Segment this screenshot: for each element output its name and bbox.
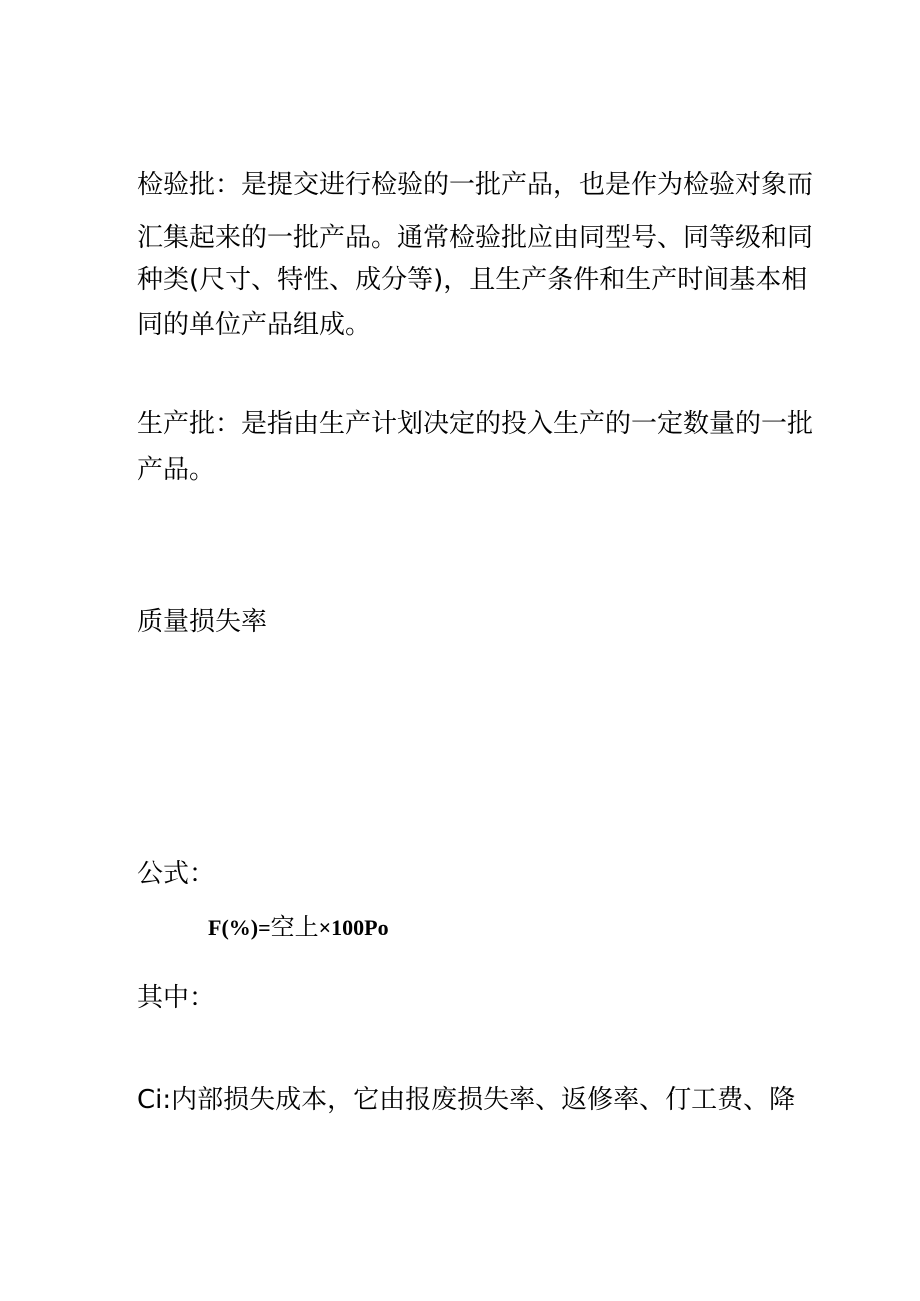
formula-middle: 空上 <box>270 913 319 941</box>
inspection-lot-line-1: 检验批：是提交进行检验的一批产品，也是作为检验对象而 <box>137 170 814 200</box>
production-lot-line-2: 产品。 <box>137 455 216 485</box>
inspection-lot-line-4: 同的单位产品组成。 <box>137 310 372 340</box>
production-lot-line-1: 生产批：是指由生产计划决定的投入生产的一定数量的一批 <box>137 409 814 439</box>
ci-line: Ci:内部损失成本，它由报废损失率、返修率、仃工费、降 <box>137 1085 796 1115</box>
inspection-lot-line-3: 种类(尺寸、特性、成分等)，且生产条件和生产时间基本相 <box>137 265 808 295</box>
formula-left: F(%)= <box>208 915 271 940</box>
section-title: 质量损失率 <box>137 607 268 637</box>
where-label: 其中： <box>137 983 216 1013</box>
inspection-lot-line-2: 汇集起来的一批产品。通常检验批应由同型号、同等级和同 <box>137 223 814 253</box>
formula-right: ×100Po <box>318 915 389 940</box>
formula-label: 公式： <box>137 859 216 889</box>
formula <box>208 909 389 946</box>
